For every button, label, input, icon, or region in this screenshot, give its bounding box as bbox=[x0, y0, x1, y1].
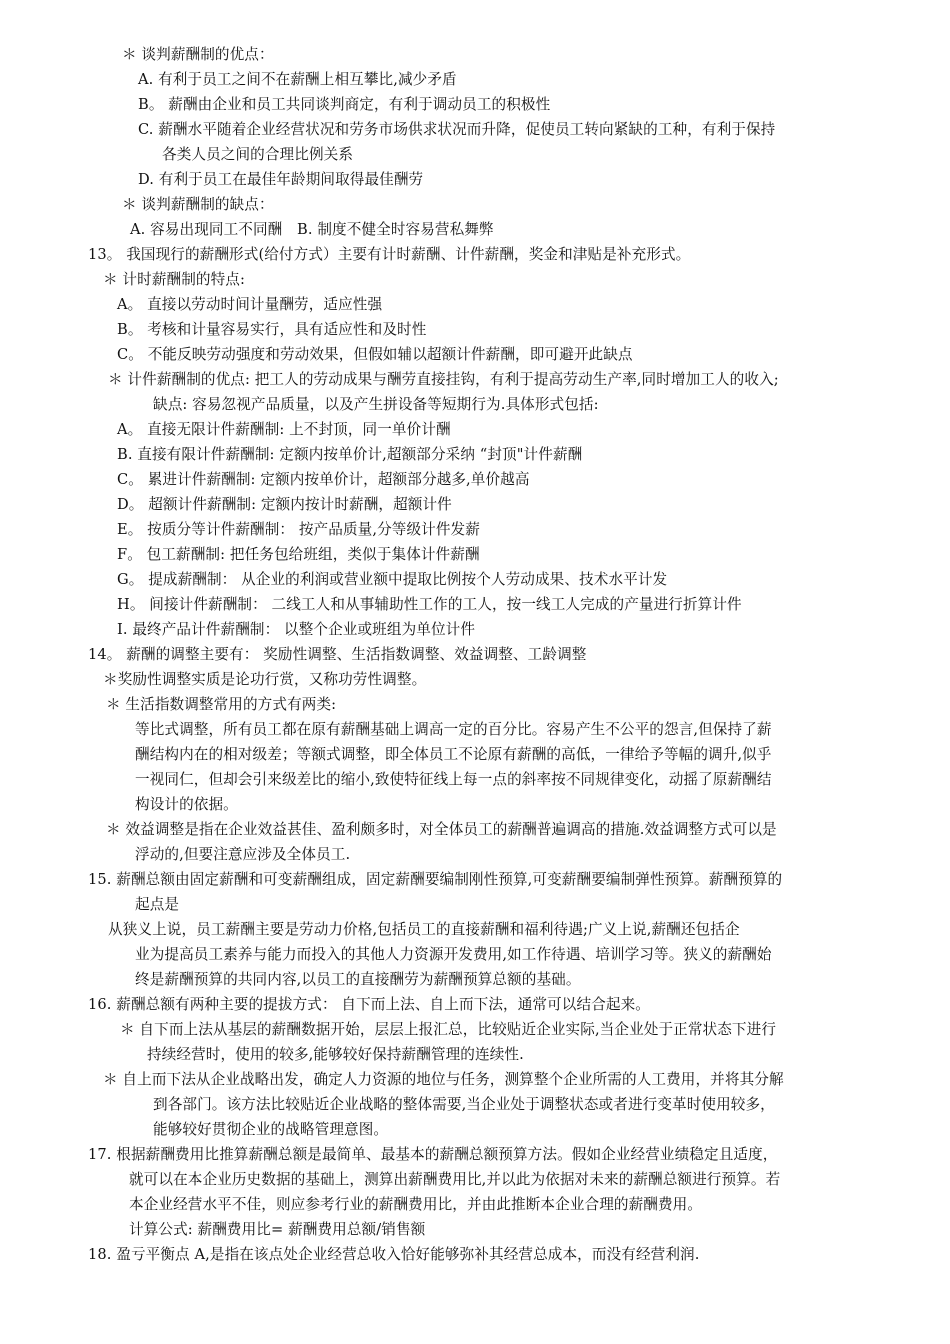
text-line: B. 直接有限计件薪酬制: 定额内按单价计,超额部分采纳 “封顶"计件薪酬 bbox=[117, 446, 583, 463]
text-line: C. 薪酬水平随着企业经营状况和劳务市场供求状况而升降，促使员工转向紧缺的工种，有利于保持 bbox=[138, 121, 776, 138]
section-heading: 13。 我国现行的薪酬形式(给付方式）主要有计时薪酬、计件薪酬，奖金和津贴是补充形式。 bbox=[88, 246, 691, 263]
text-line: D。 超额计件薪酬制: 定额内按计时薪酬，超额计件 bbox=[117, 496, 452, 513]
text-line: 一视同仁，但却会引来级差比的缩小,致使特征线上每一点的斜率按不同规律变化，动摇了原薪酬结 bbox=[135, 771, 772, 788]
text-line: 持续经营时，使用的较多,能够较好保持薪酬管理的连续性. bbox=[147, 1046, 524, 1063]
text-line: 浮动的,但要注意应涉及全体员工. bbox=[135, 846, 351, 863]
section-heading: 16. 薪酬总额有两种主要的提拔方式： 自下而上法、自上而下法，通常可以结合起来。 bbox=[88, 996, 650, 1013]
text-line: 酬结构内在的相对级差；等额式调整，即全体员工不论原有薪酬的高低，一律给予等幅的调升,似乎 bbox=[135, 746, 772, 763]
section-heading: 18. 盈亏平衡点 A,是指在该点处企业经营总收入恰好能够弥补其经营总成本，而没有经营利润. bbox=[88, 1246, 700, 1263]
section-heading: 15. 薪酬总额由固定薪酬和可变薪酬组成，固定薪酬要编制刚性预算,可变薪酬要编制弹性预算。薪酬预算的 bbox=[88, 871, 783, 888]
text-line: 终是薪酬预算的共同内容,以员工的直接酬劳为薪酬预算总额的基础。 bbox=[135, 971, 581, 988]
text-line: G。 提成薪酬制： 从企业的利润或营业额中提取比例按个人劳动成果、技术水平计发 bbox=[117, 571, 668, 588]
text-line: 业为提高员工素养与能力而投入的其他人力资源开发费用,如工作待遇、培训学习等。狭义的薪酬始 bbox=[135, 946, 772, 963]
text-line: D. 有利于员工在最佳年龄期间取得最佳酬劳 bbox=[138, 171, 424, 188]
text-line: C。 不能反映劳动强度和劳动效果，但假如辅以超额计件薪酬，即可避开此缺点 bbox=[117, 346, 633, 363]
text-line: 各类人员之间的合理比例关系 bbox=[162, 146, 354, 163]
text-line: ＊ 计件薪酬制的优点: 把工人的劳动成果与酬劳直接挂钩，有利于提高劳动生产率,同时增加工人的收入; bbox=[108, 371, 779, 388]
text-line: 本企业经营水平不佳，则应参考行业的薪酬费用比，并由此推断本企业合理的薪酬费用。 bbox=[129, 1196, 703, 1213]
text-line: 构设计的依据。 bbox=[135, 796, 238, 813]
text-line: ＊ 生活指数调整常用的方式有两类: bbox=[106, 696, 337, 713]
section-heading: 17. 根据薪酬费用比推算薪酬总额是最简单、最基本的薪酬总额预算方法。假如企业经营业绩稳定且适度， bbox=[88, 1146, 778, 1163]
text-line: ＊ 谈判薪酬制的优点： bbox=[122, 46, 274, 63]
text-line: ＊ 自下而上法从基层的薪酬数据开始，层层上报汇总，比较贴近企业实际,当企业处于正常状态下进行 bbox=[120, 1021, 777, 1038]
text-line: F。 包工薪酬制: 把任务包给班组，类似于集体计件薪酬 bbox=[117, 546, 480, 563]
text-line: ＊ 计时薪酬制的特点: bbox=[103, 271, 246, 288]
text-line: 缺点: 容易忽视产品质量，以及产生拼设备等短期行为.具体形式包括: bbox=[153, 396, 599, 413]
text-line: ＊ 谈判薪酬制的缺点： bbox=[122, 196, 274, 213]
text-line: B。 薪酬由企业和员工共同谈判商定，有利于调动员工的积极性 bbox=[138, 96, 551, 113]
text-line: E。 按质分等计件薪酬制： 按产品质量,分等级计件发薪 bbox=[117, 521, 480, 538]
text-line: A. 容易出现同工不同酬 B. 制度不健全时容易营私舞弊 bbox=[130, 221, 494, 238]
text-line: H。 间接计件薪酬制： 二线工人和从事辅助性工作的工人，按一线工人完成的产量进行折算计件 bbox=[117, 596, 742, 613]
formula-line: 计算公式: 薪酬费用比= 薪酬费用总额/销售额 bbox=[129, 1221, 426, 1238]
text-line: A。 直接无限计件薪酬制: 上不封顶，同一单价计酬 bbox=[117, 421, 451, 438]
text-line: 等比式调整，所有员工都在原有薪酬基础上调高一定的百分比。容易产生不公平的怨言,但保持了薪 bbox=[135, 721, 772, 738]
text-line: 能够较好贯彻企业的战略管理意图。 bbox=[153, 1121, 389, 1138]
text-line: I. 最终产品计件薪酬制： 以整个企业或班组为单位计件 bbox=[117, 621, 476, 638]
text-line: ＊奖励性调整实质是论功行赏，又称功劳性调整。 bbox=[103, 671, 427, 688]
text-line: 从狭义上说，员工薪酬主要是劳动力价格,包括员工的直接薪酬和福利待遇;广义上说,薪酬还包括企 bbox=[108, 921, 740, 938]
section-heading: 14。 薪酬的调整主要有： 奖励性调整、生活指数调整、效益调整、工龄调整 bbox=[88, 646, 587, 663]
text-line: 起点是 bbox=[135, 896, 180, 913]
text-line: B。 考核和计量容易实行，具有适应性和及时性 bbox=[117, 321, 427, 338]
text-line: ＊ 自上而下法从企业战略出发，确定人力资源的地位与任务，测算整个企业所需的人工费用，并将其分解 bbox=[103, 1071, 784, 1088]
text-line: 就可以在本企业历史数据的基础上，测算出薪酬费用比,并以此为依据对未来的薪酬总额进行预算。若 bbox=[129, 1171, 781, 1188]
text-line: ＊ 效益调整是指在企业效益甚佳、盈利颇多时，对全体员工的薪酬普遍调高的措施.效益调整方式可以是 bbox=[106, 821, 777, 838]
text-line: A. 有利于员工之间不在薪酬上相互攀比,减少矛盾 bbox=[138, 71, 457, 88]
text-line: 到各部门。该方法比较贴近企业战略的整体需要,当企业处于调整状态或者进行变革时使用较多， bbox=[153, 1096, 775, 1113]
text-line: A。 直接以劳动时间计量酬劳，适应性强 bbox=[117, 296, 383, 313]
text-line: C。 累进计件薪酬制: 定额内按单价计，超额部分越多,单价越高 bbox=[117, 471, 530, 488]
